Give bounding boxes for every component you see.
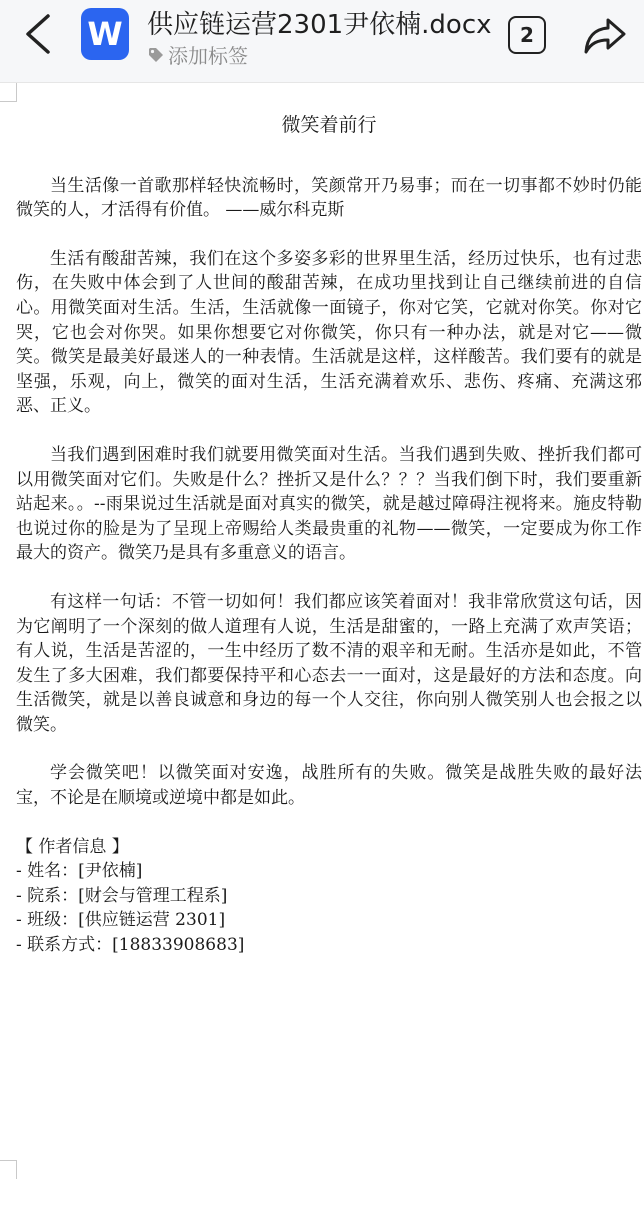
top-bar <box>0 0 644 83</box>
chevron-left-icon <box>18 10 62 58</box>
paragraph: 有这样一句话：不管一切如何！我们都应该笑着面对！我非常欣赏这句话，因为它阐明了一个深刻的做人道理有人说，生活是甜蜜的，一路上充满了欢声笑语；有人说，生活是苦涩的，一生中经历了数不清的艰辛和无耐。生活亦是如此，不管发生了多大困难，我们都要保持平和心态去一一面对，这是最好的方法和态度。向生活微笑，就是以善良诚意和身边的每一个人交往，你向别人微笑别人也会报之以微笑。 <box>16 591 642 735</box>
app-icon-letter: W <box>87 15 123 53</box>
author-info <box>16 835 642 958</box>
author-department: - 院系：[财会与管理工程系] <box>16 885 228 906</box>
add-tag-button[interactable] <box>148 40 248 69</box>
document-title: 供应链运营2301尹依楠.docx <box>147 10 492 40</box>
author-class: - 班级：[供应链运营 2301] <box>16 910 226 931</box>
add-tag-label: 添加标签 <box>168 44 248 68</box>
document-page[interactable] <box>0 83 644 1215</box>
share-icon <box>580 12 630 60</box>
paragraph: 学会微笑吧！以微笑面对安逸，战胜所有的失败。微笑是战胜失败的最好法宝，不论是在顺境或逆境中都是如此。 <box>16 763 642 809</box>
essay-title: 微笑着前行 <box>281 114 377 136</box>
tag-icon <box>148 47 164 63</box>
author-name: - 姓名：[尹依楠] <box>16 861 143 882</box>
share-button[interactable] <box>580 12 630 60</box>
author-info-heading: 【 作者信息 】 <box>16 836 129 857</box>
document-body <box>16 113 642 958</box>
page-corner-mark <box>0 1160 17 1179</box>
word-app-icon <box>81 8 129 60</box>
tab-count: 2 <box>520 23 534 47</box>
back-button[interactable] <box>18 10 62 58</box>
paragraph: 生活有酸甜苦辣，我们在这个多姿多彩的世界里生活，经历过快乐，也有过悲伤，在失败中体会到了人世间的酸甜苦辣，在成功里找到让自己继续前进的自信心。用微笑面对生活。生活，生活就像一面镜子，你对它笑，它就对你笑。你对它哭，它也会对你哭。如果你想要它对你微笑，你只有一种办法，就是对它——微笑。微笑是最美好最迷人的一种表情。生活就是这样，这样酸苦。我们要有的就是坚强，乐观，向上，微笑的面对生活，生活充满着欢乐、悲伤、疼痛、充满这邪恶、正义。 <box>16 248 642 417</box>
paragraph: 当我们遇到困难时我们就要用微笑面对生活。当我们遇到失败、挫折我们都可以用微笑面对它们。失败是什么？挫折又是什么？？？当我们倒下时，我们要重新站起来。。--雨果说过生活就是面对真实的微笑，就是越过障碍注视将来。施皮特勒也说过你的脸是为了呈现上帝赐给人类最贵重的礼物——微笑，一定要成为你工作最大的资产。微笑乃是具有多重意义的语言。 <box>16 444 642 564</box>
paragraph: 当生活像一首歌那样轻快流畅时，笑颜常开乃易事；而在一切事都不妙时仍能微笑的人，才活得有价值。 ——威尔科克斯 <box>16 175 642 221</box>
tab-count-button[interactable] <box>508 16 546 54</box>
author-contact: - 联系方式：[18833908683] <box>16 935 245 956</box>
page-corner-mark <box>0 83 17 102</box>
